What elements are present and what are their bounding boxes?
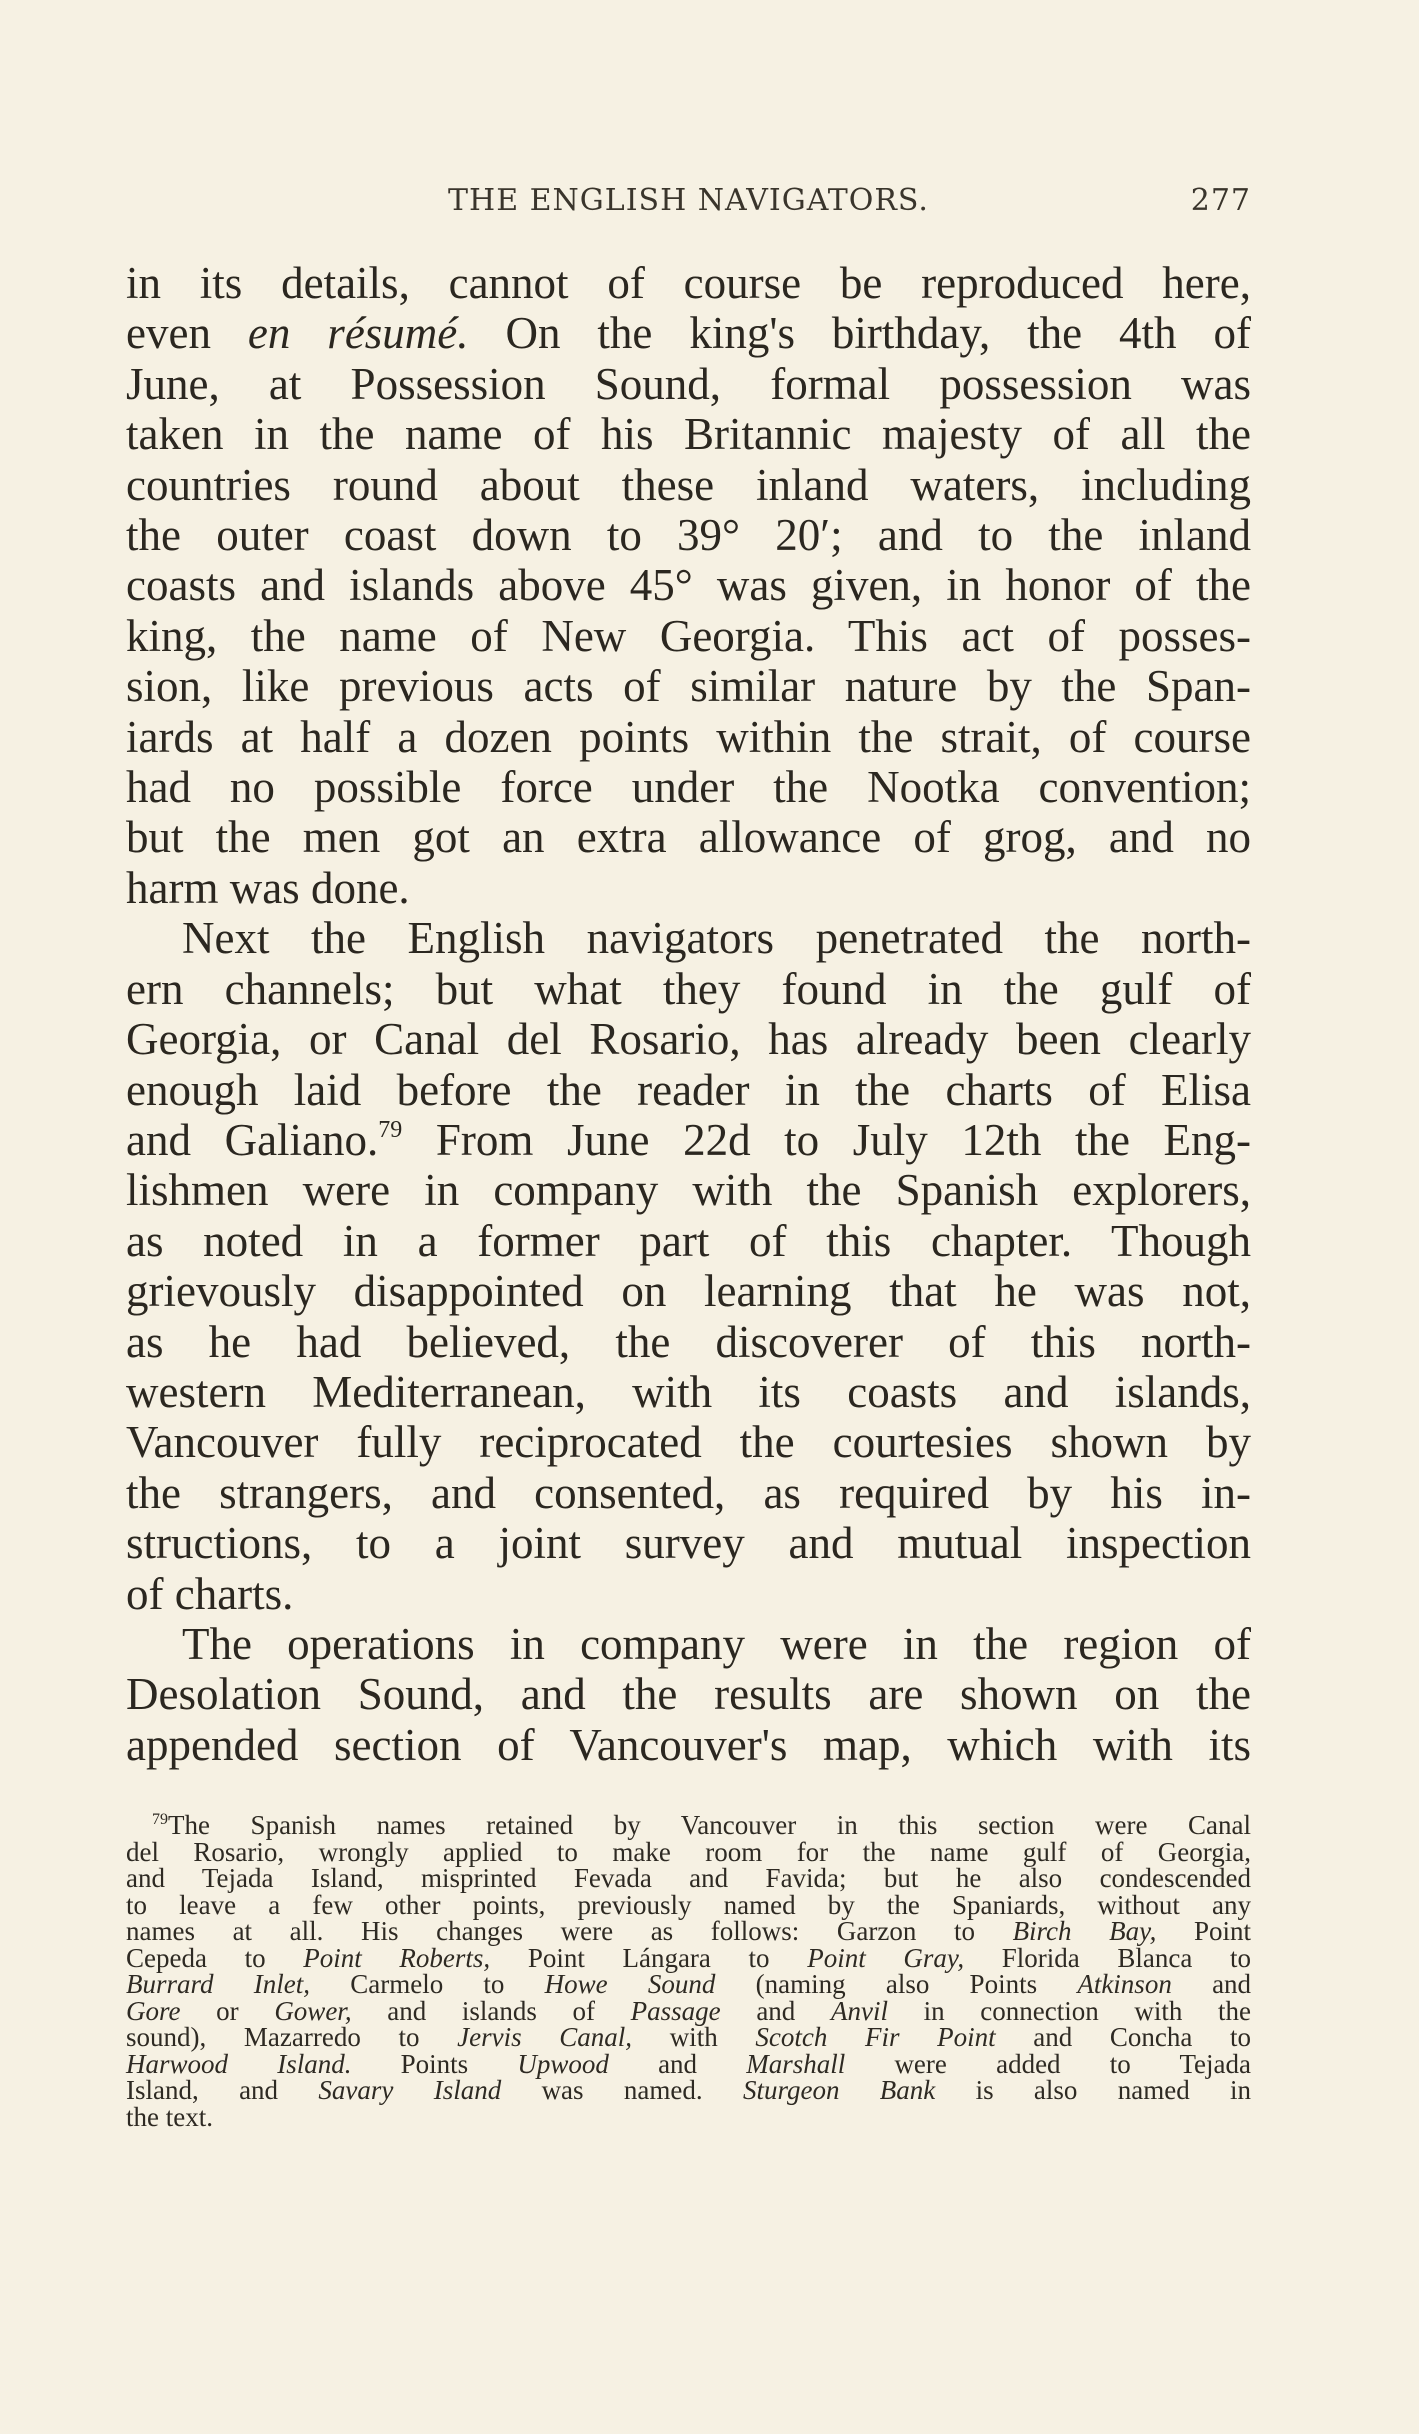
place-name: Savary Island xyxy=(318,2075,502,2105)
text-line: in its details, cannot of course be reproduced here, xyxy=(126,258,1251,308)
footnote-text: Carmelo to xyxy=(350,1969,505,1999)
footnote-text: in connection with the xyxy=(923,1995,1252,2026)
text-line: Vancouver fully reciprocated the courtesies shown by xyxy=(126,1417,1251,1468)
footnote-text: and xyxy=(756,1995,796,2026)
text-line: of charts. xyxy=(126,1568,294,1619)
text-line: grievously disappointed on learning that he was not, xyxy=(126,1266,1251,1317)
footnote-line xyxy=(126,1971,1251,1998)
footnote-line xyxy=(126,2048,1251,2079)
footnote-text: and islands of xyxy=(387,1995,596,2026)
footnote-line xyxy=(126,1812,1251,1839)
page-number: 277 xyxy=(1190,183,1251,218)
text-line: as noted in a former part of this chapter. Though xyxy=(126,1215,1251,1266)
footnote-text: sound), Mazarredo to xyxy=(126,2022,420,2052)
place-name: Burrard Inlet, xyxy=(126,1969,310,1999)
text-line: The operations in company were in the region of xyxy=(182,1618,1251,1669)
place-name: Gore xyxy=(126,1995,181,2026)
body-text xyxy=(126,258,1251,1770)
footnote-text: Point xyxy=(1194,1916,1252,1946)
footnote-text: Point Lángara to xyxy=(527,1942,770,1973)
text-line: June, at Possession Sound, formal possession was xyxy=(126,358,1251,409)
footnote-marker: 79 xyxy=(152,1811,168,1828)
footnote xyxy=(126,1812,1251,2130)
footnote-text: were added to Tejada xyxy=(894,2048,1251,2079)
text-line: Desolation Sound, and the results are shown on the xyxy=(126,1669,1251,1720)
place-name: Anvil xyxy=(830,1995,888,2026)
place-name: Passage xyxy=(630,1995,721,2026)
place-name: Harwood Island. xyxy=(126,2048,352,2079)
footnote-text: is also named in xyxy=(975,2075,1252,2105)
text-line: ern channels; but what they found in the gulf of xyxy=(126,963,1251,1014)
place-name: Point Gray, xyxy=(807,1942,965,1973)
text-line: Georgia, or Canal del Rosario, has already been clearly xyxy=(126,1014,1251,1065)
text-line: taken in the name of his Britannic majesty of all the xyxy=(126,409,1251,460)
footnote-text: Florida Blanca to xyxy=(1001,1942,1252,1973)
text-span: even xyxy=(126,308,248,359)
footnote-line: the text. xyxy=(126,2101,213,2132)
text-line xyxy=(126,308,1251,358)
text-line: western Mediterranean, with its coasts and islands, xyxy=(126,1366,1251,1417)
text-span: and Galiano. xyxy=(126,1114,379,1165)
footnote-text: The Spanish names retained by Vancouver in this section were Canal xyxy=(168,1810,1251,1840)
footnote-text: and xyxy=(1212,1969,1252,1999)
footnote-text: with xyxy=(669,2022,718,2052)
footnote-line xyxy=(126,2024,1251,2051)
place-name: Point Roberts, xyxy=(303,1942,491,1973)
place-name: Gower, xyxy=(274,1995,352,2026)
text-line: the outer coast down to 39° 20′; and to the inland xyxy=(126,510,1251,561)
footnote-text: or xyxy=(216,1995,239,2026)
footnote-line xyxy=(126,1995,1252,2026)
text-line: king, the name of New Georgia. This act of posses- xyxy=(126,610,1251,661)
footnote-text: and Concha to xyxy=(1033,2022,1252,2052)
text-line: had no possible force under the Nootka convention; xyxy=(126,762,1251,813)
place-name: Atkinson xyxy=(1077,1969,1172,1999)
text-line: iards at half a dozen points within the strait, of course xyxy=(126,711,1251,762)
place-name: Jervis Canal, xyxy=(457,2022,633,2052)
text-line: but the men got an extra allowance of grog, and no xyxy=(126,812,1251,863)
footnote-text: names at all. His changes were as follows: Garzon to xyxy=(126,1916,975,1946)
footnote-line xyxy=(126,1918,1251,1945)
text-line: appended section of Vancouver's map, which with its xyxy=(126,1719,1251,1770)
italic-phrase: en résumé. xyxy=(247,308,469,359)
footnote-text: Points xyxy=(400,2048,469,2079)
place-name: Sturgeon Bank xyxy=(742,2075,936,2105)
text-line: Next the English navigators penetrated the north- xyxy=(182,913,1251,964)
footnote-line: to leave a few other points, previously named by the Spaniards, without any xyxy=(126,1889,1251,1920)
text-line: sion, like previous acts of similar nature by the Span- xyxy=(126,661,1251,712)
footnote-line: del Rosario, wrongly applied to make room for the name gulf of Georgia, xyxy=(126,1836,1251,1867)
text-line: coasts and islands above 45° was given, in honor of the xyxy=(126,560,1251,611)
text-line: structions, to a joint survey and mutual inspection xyxy=(126,1518,1251,1569)
text-line: countries round about these inland waters, including xyxy=(126,459,1251,510)
text-span: From June 22d to July 12th the Eng- xyxy=(435,1114,1252,1165)
footnote-line: and Tejada Island, misprinted Fevada and Favida; but he also condescended xyxy=(126,1863,1251,1893)
text-line: as he had believed, the discoverer of this north- xyxy=(126,1316,1251,1367)
footnote-text: Island, and xyxy=(126,2075,279,2105)
place-name: Scotch Fir Point xyxy=(755,2022,996,2052)
footnote-text: was named. xyxy=(541,2075,703,2105)
place-name: Howe Sound xyxy=(544,1969,716,1999)
text-line: the strangers, and consented, as required by his in- xyxy=(126,1467,1251,1518)
text-span: On the king's birthday, the 4th of xyxy=(468,308,1251,359)
text-line xyxy=(126,1115,1251,1165)
place-name: Marshall xyxy=(746,2048,846,2079)
text-line: lishmen were in company with the Spanish explorers, xyxy=(126,1165,1251,1216)
running-head xyxy=(126,183,1251,233)
footnote-text: Cepeda to xyxy=(126,1942,266,1973)
place-name: Upwood xyxy=(517,2048,609,2079)
footnote-reference[interactable]: 79 xyxy=(378,1116,403,1143)
footnote-text: and xyxy=(658,2048,698,2079)
footnote-line xyxy=(126,2077,1251,2104)
footnote-line xyxy=(126,1942,1252,1973)
place-name: Birch Bay, xyxy=(1012,1916,1157,1946)
footnote-text: (naming also Points xyxy=(755,1969,1038,1999)
text-line: harm was done. xyxy=(126,862,410,913)
running-head-title: THE ENGLISH NAVIGATORS. xyxy=(448,183,929,218)
text-line: enough laid before the reader in the charts of Elisa xyxy=(126,1064,1251,1115)
